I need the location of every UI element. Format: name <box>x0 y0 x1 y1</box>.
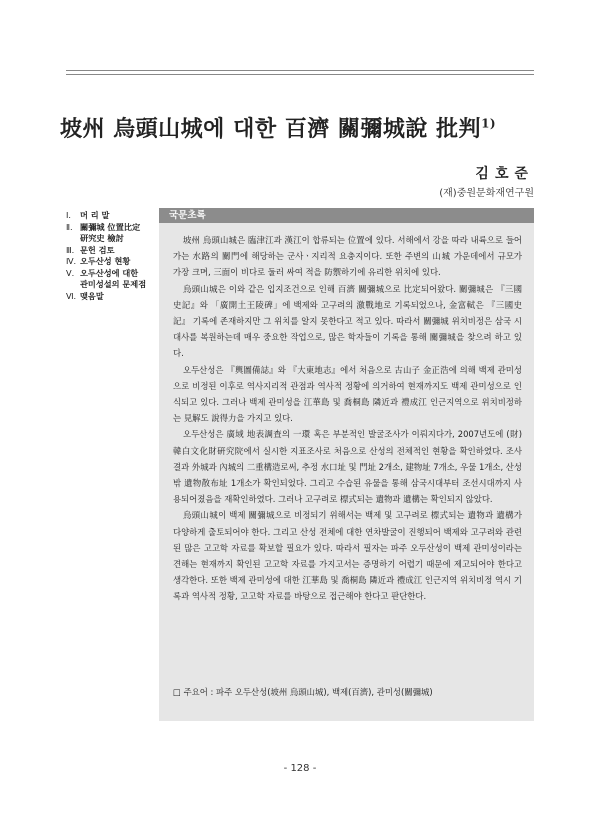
toc-number: Ⅲ. <box>66 244 75 255</box>
toc-item <box>66 256 166 268</box>
toc-item <box>66 291 166 303</box>
abstract-paragraph: 烏頭山城이 백제 關彌城으로 비정되기 위해서는 백제 및 고구려로 標式되는 遺物과 遺構가 다양하게 출토되어야 한다. 그리고 산성 전체에 대한 연차발굴이 진행되어 백제와 고구려와 관련된 많은 고고학 자료를 확보할 필요가 있다. 따라서 필자는 파주 오두산성이 백제 관미성이라는 견해는 현재까지 확인된 고고학 자료를 가지고서는 증명하기 어렵기 때문에 제고되어야 한다고 생각한다. 또한 백제 관미성에 대한 江華島 및 喬桐島 隣近과 禮成江 인근지역 위치비정 역시 기록과 역사적 정황, 고고학 자료를 바탕으로 접근해야 한다고 판단한다. <box>173 510 522 602</box>
toc-label: 맺음말 <box>80 290 104 301</box>
toc-number: Ⅴ. <box>66 267 75 278</box>
abstract-paragraph: 오두산성은 廣域 地表調査의 一環 혹은 부분적인 발굴조사가 이뤄지다가, 2007년도에 (財)韓白文化財硏究院에서 실시한 지표조사로 처음으로 산성의 전체적인 현황을 확인하였다. 조사결과 外城과 內城의 二重構造로써, 추정 水口址 및 門址 2개소, 建物址 7개소, 우물 1개소, 산성 밖 遺物散布址 1개소가 확인되었다. 그리고 수습된 유물을 통해 삼국시대부터 조선시대까지 사용되어졌음을 재확인하였다. 그러나 고구려로 標式되는 遺物과 遺構는 확인되지 않았다. <box>173 429 522 505</box>
toc-label: 문헌 검토 <box>80 244 115 255</box>
toc-number: Ⅳ. <box>66 256 77 266</box>
abstract-paragraph: 烏頭山城은 이와 같은 입지조건으로 인해 百濟 關彌城으로 比定되어왔다. 關彌城은 『三國史記』와 「廣開土王陵碑」에 백제와 고구려의 激戰地로 기록되었으나, 金富軾은 『三國史記』 기록에 존재하지만 그 위치를 알지 못한다고 적고 있다. 따라서 關彌城 위치비정은 삼국 시대사를 복원하는데 매우 중요한 작업으로, 많은 학자들이 기록을 통해 關彌城을 찾으려 하고 있다. <box>173 283 522 359</box>
toc-label-continued: 研究史 檢討 <box>80 233 124 243</box>
toc-item <box>66 245 166 257</box>
toc-number: Ⅰ. <box>66 210 72 220</box>
abstract-body <box>159 223 534 605</box>
paper-title <box>60 112 540 143</box>
toc-label: 오두산성 현황 <box>80 256 131 266</box>
toc-label: 關彌城 位置比定 <box>80 221 141 232</box>
author-affiliation: (재)중원문화재연구원 <box>439 188 534 199</box>
keywords: □ 주요어 : 파주 오두산성(坡州 烏頭山城), 백제(百濟), 관미성(關彌城) <box>173 687 433 697</box>
title-footnote-mark: 1) <box>481 116 497 131</box>
toc-label: 오두산성에 대한 <box>80 267 139 278</box>
toc-label-continued: 관미성설의 문제점 <box>80 279 147 289</box>
top-rule <box>66 70 534 71</box>
top-rule <box>66 74 534 75</box>
abstract-heading: 국문초록 <box>159 208 534 223</box>
toc-item <box>66 210 166 222</box>
toc-item <box>66 268 166 291</box>
abstract-box <box>159 208 534 721</box>
toc-number: Ⅱ. <box>66 221 73 232</box>
abstract-paragraph: 坡州 烏頭山城은 臨津江과 漢江이 합류되는 位置에 있다. 서해에서 강을 따라 내륙으로 들어가는 水路의 關門에 해당하는 군사ㆍ지리적 요충지이다. 또한 주변의 山城 가운데에서 규모가 가장 크며, 三面이 비다로 둘러 싸여 적을 防禦하기에 유리한 위치에 있다. <box>173 235 522 278</box>
title-text: 坡州 烏頭山城에 대한 百濟 關彌城說 批判 <box>60 116 482 142</box>
abstract-paragraph: 오두산성은 『輿圖備誌』와 『大東地志』에서 처음으로 古山子 金正浩에 의해 백제 관미성으로 비정된 이후로 역사지리적 관점과 역사적 정황에 의거하여 현재까지도 백제 관미성으로 인식되고 있다. 그러나 백제 관미성을 江華島 및 喬桐島 隣近과 禮成江 인근지역으로 위치비정하는 見解도 說得力을 가지고 있다. <box>173 364 522 424</box>
toc-item <box>66 222 166 245</box>
page-number: - 128 - <box>283 763 317 774</box>
toc-number: Ⅵ. <box>66 290 77 301</box>
toc-label: 머 리 말 <box>80 210 110 220</box>
author-name: 김호준 <box>475 166 534 182</box>
table-of-contents <box>66 210 166 302</box>
